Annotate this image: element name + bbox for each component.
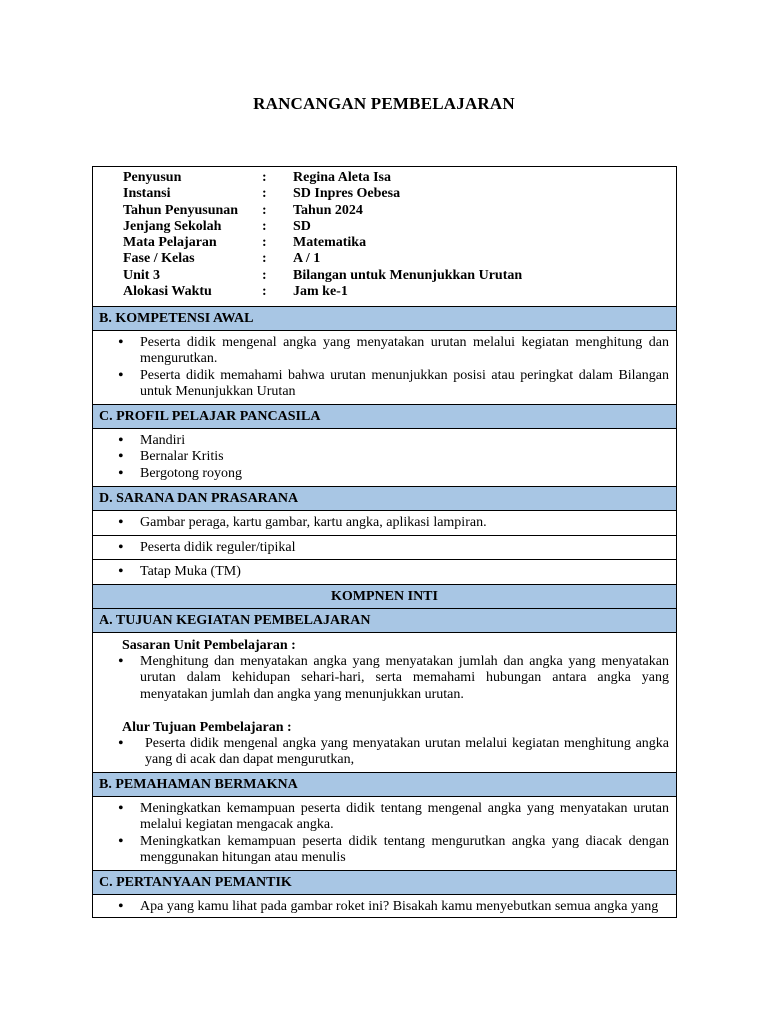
identity-label: Instansi: [123, 186, 171, 202]
identity-label: Unit 3: [123, 267, 160, 283]
identity-value: A / 1: [293, 251, 321, 267]
list-item: • Meningkatkan kemampuan peserta didik tentang mengenal angka yang menyatakan urutan melalui kegiatan mengacak angka.: [118, 801, 669, 834]
list-item: • Tatap Muka (TM): [118, 564, 669, 580]
list-item: • Peserta didik mengenal angka yang menyatakan urutan melalui kegiatan menghitung angka yang di acak dan dapat mengurutkan,: [118, 736, 669, 769]
document-title: RANCANGAN PEMBELAJARAN: [253, 94, 515, 113]
sarana-item-row: [93, 535, 676, 559]
section-header-komponen-inti: KOMPNEN INTI: [93, 584, 676, 608]
identity-block: [93, 167, 676, 306]
identity-colon: :: [262, 235, 267, 251]
tujuan-content: [93, 632, 676, 772]
identity-label: Penyusun: [123, 170, 182, 185]
section-header-kompetensi-awal: B. KOMPETENSI AWAL: [93, 306, 676, 330]
identity-value: Regina Aleta Isa: [293, 170, 391, 185]
identity-row: [123, 219, 676, 235]
list-item: • Meningkatkan kemampuan peserta didik tentang mengurutkan angka yang diacak dengan menggunakan hitungan atau menulis: [118, 834, 669, 867]
identity-value: SD Inpres Oebesa: [293, 186, 401, 202]
profil-pelajar-content: [93, 428, 676, 486]
identity-row: [123, 203, 676, 219]
list-item: • Bernalar Kritis: [118, 449, 669, 465]
identity-colon: :: [262, 251, 267, 267]
list-item: • Bergotong royong: [118, 466, 669, 482]
section-header-pertanyaan: C. PERTANYAAN PEMANTIK: [93, 870, 676, 894]
identity-label: Alokasi Waktu: [123, 284, 212, 300]
identity-row: [123, 268, 676, 284]
kompetensi-awal-content: [93, 330, 676, 404]
sarana-item-row: [93, 559, 676, 584]
section-header-profil-pelajar: C. PROFIL PELAJAR PANCASILA: [93, 404, 676, 428]
identity-label: Fase / Kelas: [123, 251, 195, 267]
sarana-item-row: [93, 510, 676, 535]
pemahaman-content: [93, 796, 676, 870]
identity-colon: :: [262, 284, 267, 300]
alur-label: Alur Tujuan Pembelajaran :: [122, 719, 292, 735]
identity-colon: :: [262, 170, 267, 185]
identity-value: Jam ke-1: [293, 284, 348, 300]
identity-label: Jenjang Sekolah: [123, 218, 222, 234]
list-item: • Gambar peraga, kartu gambar, kartu angka, aplikasi lampiran.: [118, 515, 669, 531]
identity-colon: :: [262, 218, 267, 234]
list-item: • Peserta didik mengenal angka yang menyatakan urutan melalui kegiatan menghitung dan mengurutkan.: [118, 335, 669, 368]
list-item: • Peserta didik memahami bahwa urutan menunjukkan posisi atau peringkat dalam Bilangan untuk Menunjukkan Urutan: [118, 368, 669, 401]
identity-row: [123, 284, 676, 300]
identity-row: [123, 235, 676, 251]
sasaran-label: Sasaran Unit Pembelajaran :: [122, 638, 296, 653]
identity-value: Tahun 2024: [293, 202, 363, 218]
identity-colon: :: [262, 186, 267, 202]
list-item: • Menghitung dan menyatakan angka yang menyatakan jumlah dan angka yang menyatakan urutan dalam kehidupan sehari-hari, serta memahami hubungan antara angka yang menyatakan jumlah dan angka yang menunjukkan urutan.: [118, 654, 669, 703]
list-item: • Apa yang kamu lihat pada gambar roket ini? Bisakah kamu menyebutkan semua angka yang: [118, 899, 669, 915]
identity-label: Tahun Penyusunan: [123, 202, 239, 218]
identity-row: [123, 170, 676, 186]
identity-value: Matematika: [293, 235, 367, 251]
identity-row: [123, 186, 676, 202]
identity-value: SD: [293, 218, 311, 234]
identity-colon: :: [262, 267, 267, 283]
list-item: • Mandiri: [118, 433, 669, 449]
identity-row: [123, 251, 676, 267]
identity-colon: :: [262, 202, 267, 218]
section-header-tujuan: A. TUJUAN KEGIATAN PEMBELAJARAN: [93, 608, 676, 632]
section-header-sarana: D. SARANA DAN PRASARANA: [93, 486, 676, 510]
lesson-plan-table: [92, 166, 677, 918]
section-header-pemahaman: B. PEMAHAMAN BERMAKNA: [93, 772, 676, 796]
pertanyaan-content: [93, 894, 676, 918]
list-item: • Peserta didik reguler/tipikal: [118, 540, 669, 556]
identity-label: Mata Pelajaran: [123, 235, 217, 251]
identity-value: Bilangan untuk Menunjukkan Urutan: [293, 267, 523, 283]
